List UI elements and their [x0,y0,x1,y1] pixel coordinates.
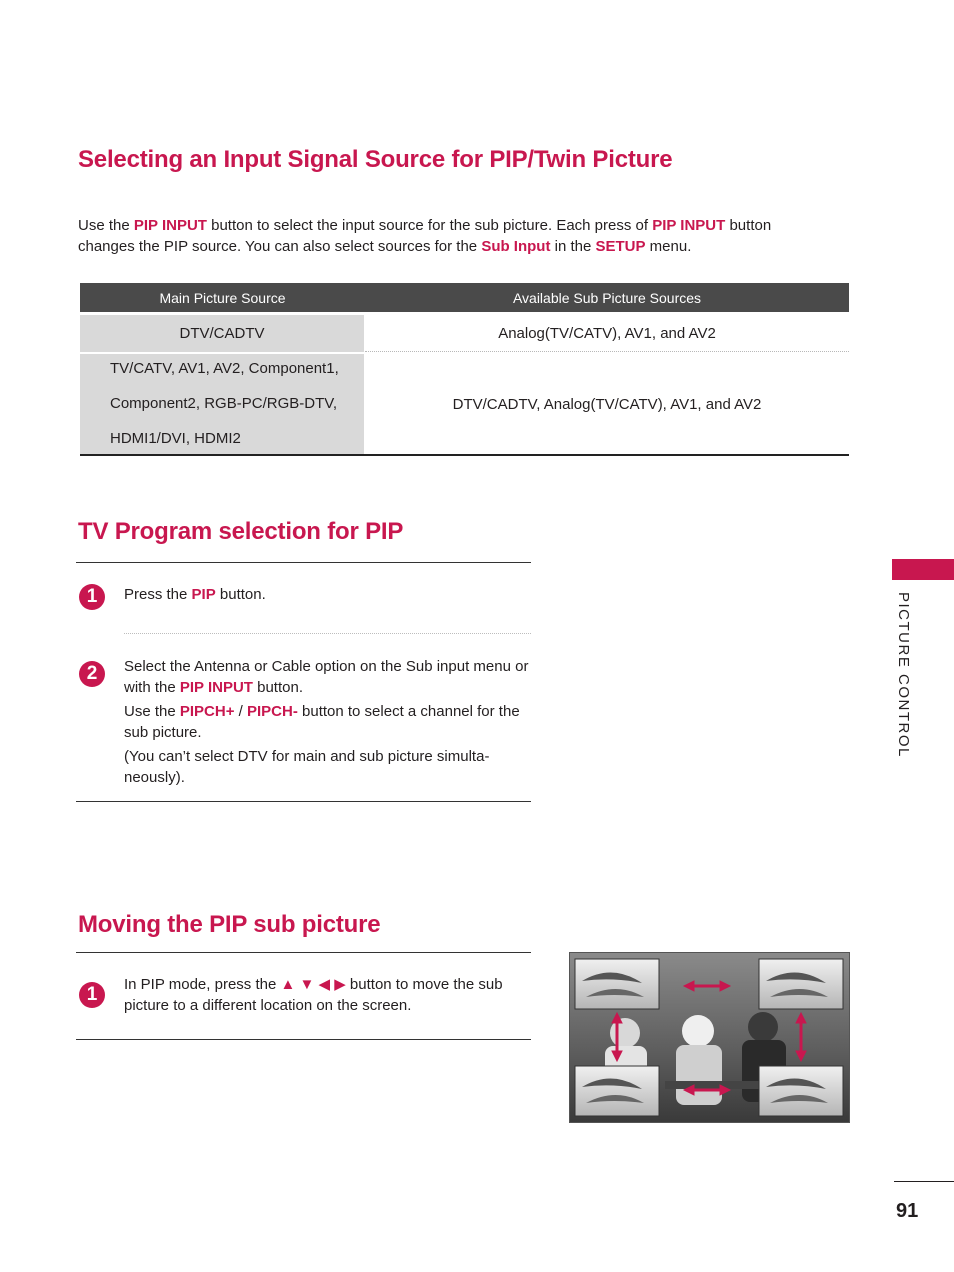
step1-text: Press the PIP button. [124,586,266,603]
table-row [80,354,849,456]
keyword-pipch-minus: PIPCH- [247,703,298,720]
side-label: PICTURE CONTROL [895,592,912,758]
step-number-badge: 2 [79,661,105,687]
page-number-rule [894,1181,954,1182]
table-cell-sub: DTV/CADTV, Analog(TV/CATV), AV1, and AV2 [452,395,762,413]
sub-picture-bottom-right [759,1066,843,1116]
section-side-tab [892,559,954,580]
sub-picture-bottom-left [575,1066,659,1116]
divider [76,952,531,953]
pip-positions-illustration [569,952,850,1123]
table-cell-sub: Analog(TV/CATV), AV1, and AV2 [365,315,849,352]
section-title-program-selection: TV Program selection for PIP [78,518,404,545]
step2-text: Select the Antenna or Cable option on the Sub input menu or with the PIP INPUT button. Use the PIPCH+ / PIPCH- button to select a channel for the sub picture. (You can’t select DTV for main and sub picture simulta-neously). [124,658,529,786]
dotted-divider [124,633,531,634]
source-table [80,283,849,456]
keyword-pip-input: PIP INPUT [652,217,726,234]
intro-paragraph: Use the PIP INPUT button to select the input source for the sub picture. Each press of PIP INPUT button changes the PIP source. You can also select sources for the Sub Input in the SETUP menu. [78,217,772,255]
step-number-badge: 1 [79,982,105,1008]
keyword-pipch-plus: PIPCH+ [179,703,235,720]
keyword-sub-input: Sub Input [481,238,551,255]
section-title-moving-pip: Moving the PIP sub picture [78,911,381,938]
table-cell-main: DTV/CADTV [80,315,364,352]
sub-picture-top-right [759,959,843,1009]
divider [76,562,531,563]
table-header-main: Main Picture Source [159,289,286,306]
divider [76,801,531,802]
keyword-pip: PIP [191,586,216,603]
page-number: 91 [896,1200,919,1222]
keyword-pip-input: PIP INPUT [179,679,253,696]
table-header [80,283,849,312]
table-header-sub: Available Sub Picture Sources [512,289,702,306]
step-number-badge: 1 [79,584,105,610]
divider [76,1039,531,1040]
pip-illustration-svg [570,953,849,1122]
arrow-keys-icon: ▲ ▼ ◀ ▶ [280,976,346,993]
keyword-setup: SETUP [595,238,646,255]
table-row [80,315,849,352]
sub-picture-top-left [575,959,659,1009]
move-step-text: In PIP mode, press the ▲ ▼ ◀ ▶ button to move the sub picture to a different location on the screen. [124,976,503,1014]
section-title-input-source: Selecting an Input Signal Source for PIP/Twin Picture [78,146,673,173]
table-cell-main: TV/CATV, AV1, AV2, Component1, Component2, RGB-PC/RGB-DTV, HDMI1/DVI, HDMI2 [80,354,364,454]
keyword-pip-input: PIP INPUT [133,217,207,234]
